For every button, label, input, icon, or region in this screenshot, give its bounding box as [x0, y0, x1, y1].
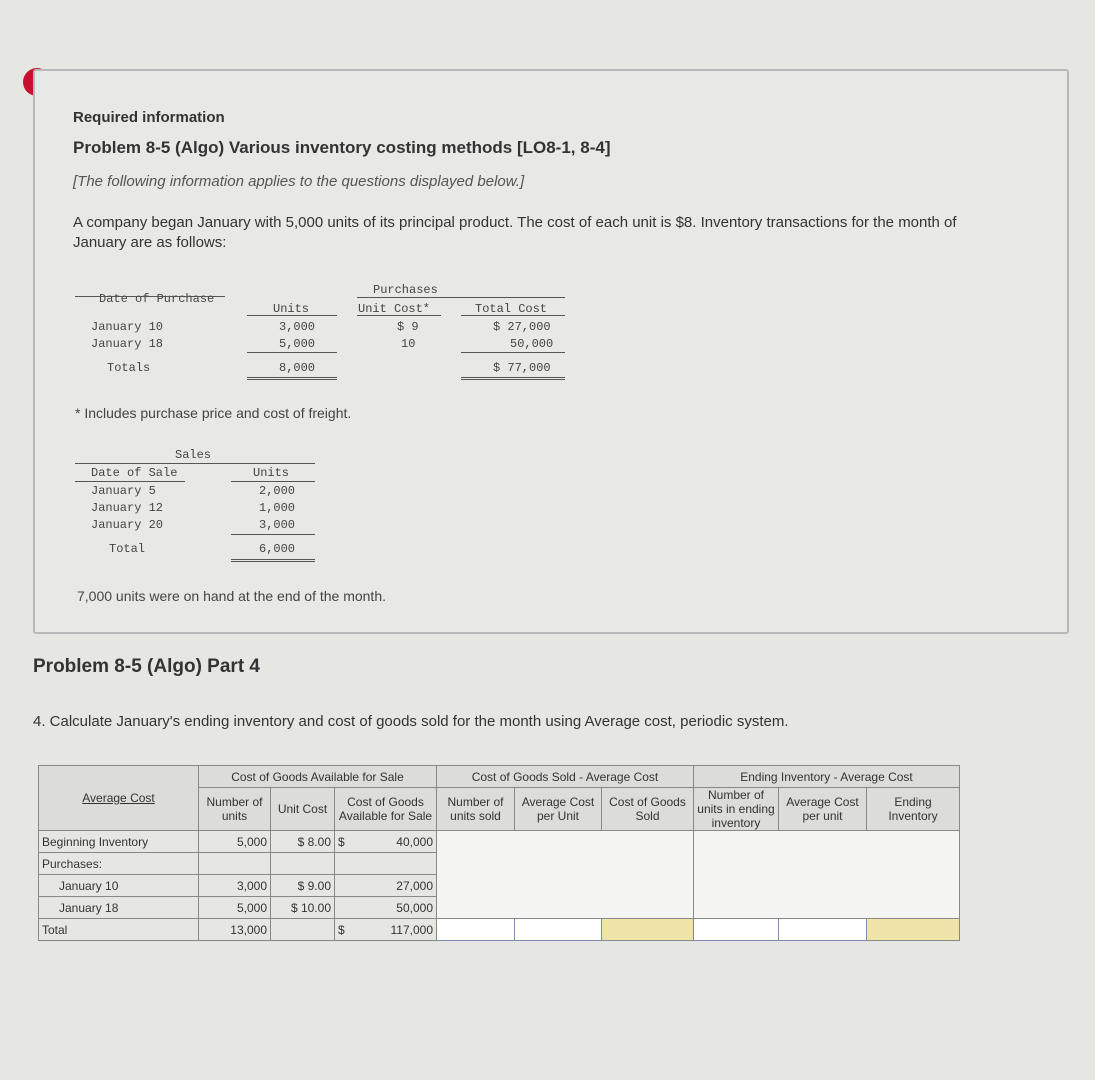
jan10-unit-cost: $ 9.00 [271, 875, 335, 897]
col-number-of-units-sold: Number of units sold [437, 788, 515, 831]
purchases-totals-units: 8,000 [279, 361, 316, 375]
row-label: Total [39, 919, 199, 941]
worksheet-corner-header: Average Cost [39, 766, 199, 831]
problem-title: Problem 8-5 (Algo) Various inventory costing methods [LO8-1, 8-4] [73, 138, 611, 157]
average-cost-sold-input[interactable] [515, 919, 602, 941]
units-ending-input[interactable] [694, 919, 779, 941]
beginning-cost: $ 40,000 [335, 831, 437, 853]
ending-empty-area [694, 831, 960, 919]
col-units-in-ending-inventory: Number of units in ending inventory [694, 788, 779, 831]
sales-group-header: Sales [175, 448, 212, 462]
part-title: Problem 8-5 (Algo) Part 4 [33, 656, 260, 677]
purchases-date-header: Date of Purchase [99, 292, 215, 306]
sales-date-header: Date of Sale [91, 466, 178, 480]
purchase-row-unit-cost: $ 9 [397, 320, 419, 334]
row-label: January 10 [39, 875, 199, 897]
question-text: 4. Calculate January's ending inventory and cost of goods sold for the month using Average cost, periodic system. [33, 713, 789, 730]
header-cost-of-goods-available: Cost of Goods Available for Sale [199, 766, 437, 788]
sales-row-units: 2,000 [259, 484, 296, 498]
col-cost-of-goods-available: Cost of Goods Available for Sale [335, 788, 437, 831]
units-on-hand-note: 7,000 units were on hand at the end of the month. [77, 588, 386, 604]
row-label: January 18 [39, 897, 199, 919]
header-ending-inventory: Ending Inventory - Average Cost [694, 766, 960, 788]
beginning-unit-cost: $ 8.00 [271, 831, 335, 853]
col-cost-of-goods-sold: Cost of Goods Sold [602, 788, 694, 831]
ending-inventory-input[interactable] [867, 919, 960, 941]
info-subtitle: [The following information applies to the questions displayed below.] [73, 173, 525, 190]
cost-of-goods-sold-input[interactable] [602, 919, 694, 941]
sales-row-units: 1,000 [259, 501, 296, 515]
average-cost-worksheet [38, 765, 960, 941]
beginning-units: 5,000 [199, 831, 271, 853]
sales-row-date: January 5 [91, 484, 156, 498]
total-cost: $ 117,000 [335, 919, 437, 941]
col-average-cost-per-unit-ending: Average Cost per unit [779, 788, 867, 831]
purchase-row-units: 3,000 [279, 320, 316, 334]
problem-description: A company began January with 5,000 units of its principal product. The cost of each unit is $8. Inventory transactions for the month of January are as follows: [73, 214, 957, 251]
footnote: * Includes purchase price and cost of freight. [75, 405, 352, 421]
sales-total-label: Total [109, 542, 146, 556]
jan18-cost: 50,000 [335, 897, 437, 919]
jan10-units: 3,000 [199, 875, 271, 897]
row-label: Beginning Inventory [39, 831, 199, 853]
cogs-empty-area [437, 831, 694, 919]
required-information-panel [33, 69, 1069, 634]
purchases-totals-cost: $ 77,000 [493, 361, 551, 375]
purchases-units-header: Units [273, 302, 310, 316]
table-row [39, 919, 960, 941]
row-label: Purchases: [39, 853, 199, 875]
purchases-total-cost-header: Total Cost [475, 302, 548, 316]
col-number-of-units: Number of units [199, 788, 271, 831]
average-cost-ending-input[interactable] [779, 919, 867, 941]
units-sold-input[interactable] [437, 919, 515, 941]
jan18-units: 5,000 [199, 897, 271, 919]
purchase-row-date: January 18 [91, 337, 164, 351]
col-ending-inventory: Ending Inventory [867, 788, 960, 831]
total-units: 13,000 [199, 919, 271, 941]
jan18-unit-cost: $ 10.00 [271, 897, 335, 919]
sales-units-header: Units [253, 466, 290, 480]
purchase-row-units: 5,000 [279, 337, 316, 351]
purchase-row-unit-cost: 10 [401, 337, 416, 351]
purchases-unit-cost-header: Unit Cost* [358, 302, 431, 316]
jan10-cost: 27,000 [335, 875, 437, 897]
sales-total-units: 6,000 [259, 542, 296, 556]
col-unit-cost: Unit Cost [271, 788, 335, 831]
purchases-totals-label: Totals [107, 361, 151, 375]
header-cost-of-goods-sold: Cost of Goods Sold - Average Cost [437, 766, 694, 788]
purchases-group-header: Purchases [373, 283, 438, 297]
purchase-row-date: January 10 [91, 320, 164, 334]
purchase-row-total: $ 27,000 [493, 320, 551, 334]
required-information-heading: Required information [73, 109, 225, 126]
sales-row-date: January 20 [91, 518, 164, 532]
table-row [39, 831, 960, 853]
sales-row-date: January 12 [91, 501, 164, 515]
col-average-cost-per-unit-sold: Average Cost per Unit [515, 788, 602, 831]
purchase-row-total: 50,000 [510, 337, 554, 351]
sales-row-units: 3,000 [259, 518, 296, 532]
